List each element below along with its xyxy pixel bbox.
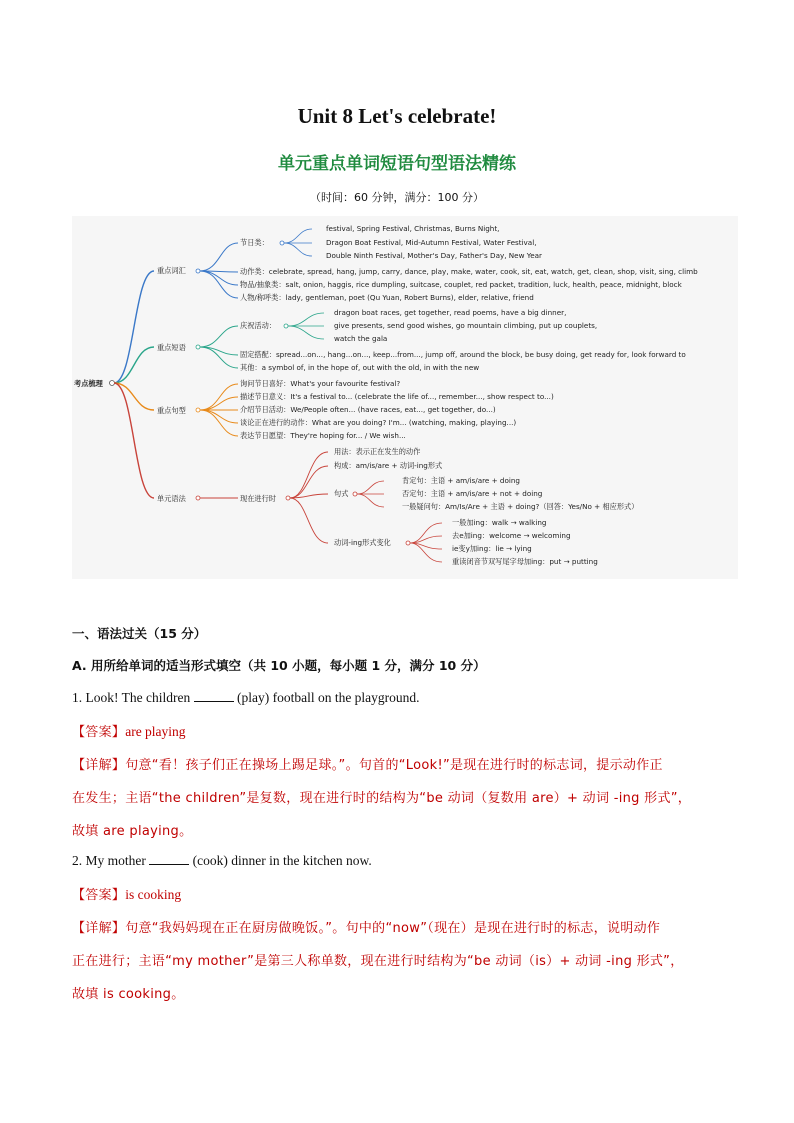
detail-1-line-1 — [72, 754, 663, 773]
sentence-2: 描述节日意义：It's a festival to... (celebrate the life of..., remember..., show respect to...) — [240, 392, 554, 401]
grammar-usage: 用法：表示正在发生的动作 — [334, 447, 421, 456]
ing-rule-3: ie变y加ing：lie → lying — [452, 544, 532, 553]
sentence-5: 表达节日愿望：They're hoping for... / We wish... — [240, 431, 406, 440]
question-2-blank — [149, 852, 189, 865]
branch-grammar: 单元语法 — [157, 494, 186, 503]
detail-1-tag: 【详解】 — [72, 758, 126, 773]
vocab-people: 人物/称呼类：lady, gentleman, poet (Qu Yuan, Robert Burns), elder, relative, friend — [240, 293, 534, 302]
vocab-objects: 物品/抽象类：salt, onion, haggis, rice dumpling, suitcase, couplet, red packet, tradition, luck, health, peace, midnight, block — [240, 280, 682, 289]
sentence-1: 询问节日喜好：What's your favourite festival? — [240, 379, 401, 388]
answer-2-tag: 【答案】 — [72, 888, 126, 903]
part-a-instructions: A. 用所给单词的适当形式填空（共 10 小题，每小题 1 分，满分 10 分） — [72, 658, 486, 673]
ing-rule-2: 去e加ing：welcome → welcoming — [452, 531, 571, 540]
grammar-form: 构成：am/is/are + 动词-ing形式 — [334, 461, 443, 470]
phrase-celebration-line-2: give presents, send good wishes, go mountain climbing, put up couplets, — [334, 321, 598, 330]
question-2-rest: (cook) dinner in the kitchen now. — [192, 853, 372, 868]
mind-map — [72, 216, 738, 579]
sentence-3: 介绍节日活动：We/People often... (have races, eat..., get together, do...) — [240, 405, 496, 414]
branch-phrases: 重点短语 — [157, 343, 186, 352]
question-1-blank — [194, 689, 234, 702]
detail-2-line-1 — [72, 917, 660, 936]
question-2-stem: 2. My mother — [72, 853, 146, 868]
grammar-tense: 现在进行时 — [240, 494, 276, 503]
detail-1-text-1: 句意“看！孩子们正在操场上踢足球。”。句首的“Look!”是现在进行时的标志词，提示动作正 — [125, 758, 663, 773]
answer-2 — [72, 884, 181, 903]
grammar-affirmative: 肯定句：主语 + am/is/are + doing — [402, 476, 520, 485]
grammar-negative: 否定句：主语 + am/is/are + not + doing — [402, 489, 543, 498]
detail-1-line-3: 故填 are playing。 — [72, 824, 193, 839]
vocab-festival-line-3: Double Ninth Festival, Mother's Day, Father's Day, New Year — [326, 251, 542, 260]
vocab-festival-label: 节日类： — [240, 238, 269, 247]
branch-sentences: 重点句型 — [157, 406, 186, 415]
answer-2-text: is cooking — [125, 887, 182, 902]
question-1 — [72, 689, 420, 706]
vocab-action: 动作类：celebrate, spread, hang, jump, carry, dance, play, make, water, cook, sit, eat, watch, get, clean, shop, visit, sing, climb — [240, 267, 698, 276]
vocab-festival-line-1: festival, Spring Festival, Christmas, Burns Night, — [326, 224, 500, 233]
page-subtitle: 单元重点单词短语句型语法精练 — [278, 154, 516, 174]
ing-rule-4: 重读闭音节双写尾字母加ing：put → putting — [452, 557, 598, 566]
answer-1 — [72, 721, 186, 740]
phrase-fixed: 固定搭配：spread...on..., hang...on..., keep...from..., jump off, around the block, be busy doing, get ready for, look forward to — [240, 350, 686, 359]
sentence-4: 谈论正在进行的动作：What are you doing? I'm... (watching, making, playing...) — [240, 418, 517, 427]
question-1-stem: 1. Look! The children — [72, 690, 191, 705]
branch-vocab: 重点词汇 — [157, 266, 186, 275]
phrase-celebration-label: 庆祝活动： — [240, 321, 276, 330]
grammar-ing-label: 动词-ing形式变化 — [334, 538, 391, 547]
grammar-question: 一般疑问句：Am/Is/Are + 主语 + doing?（回答：Yes/No + 相应形式） — [402, 502, 639, 511]
question-1-rest: (play) football on the playground. — [236, 690, 420, 705]
section-heading: 一、语法过关（15 分） — [72, 626, 207, 641]
phrase-other: 其他：a symbol of, in the hope of, out with the old, in with the new — [240, 363, 480, 372]
detail-2-line-2: 正在进行；主语“my mother”是第三人称单数，现在进行时结构为“be 动词（is）+ 动词 -ing 形式”， — [72, 954, 684, 969]
ing-rule-1: 一般加ing：walk → walking — [452, 518, 547, 527]
detail-2-text-1: 句意“我妈妈现在正在厨房做晚饭。”。句中的“now”（现在）是现在进行时的标志，说明动作 — [125, 921, 661, 936]
phrase-celebration-line-3: watch the gala — [334, 334, 388, 343]
mindmap-root: 考点梳理 — [74, 379, 103, 388]
detail-2-line-3: 故填 is cooking。 — [72, 987, 185, 1002]
grammar-sentence-label: 句式 — [334, 489, 349, 498]
detail-1-line-2: 在发生；主语“the children”是复数，现在进行时的结构为“be 动词（复数用 are）+ 动词 -ing 形式”， — [72, 791, 692, 806]
answer-1-text: are playing — [125, 724, 186, 739]
page-title: Unit 8 Let's celebrate! — [297, 104, 497, 128]
question-2 — [72, 852, 372, 869]
detail-2-tag: 【详解】 — [72, 921, 126, 936]
vocab-festival-line-2: Dragon Boat Festival, Mid-Autumn Festival, Water Festival, — [326, 238, 537, 247]
answer-1-tag: 【答案】 — [72, 725, 126, 740]
time-info: （时间：60 分钟，满分：100 分） — [310, 191, 484, 204]
phrase-celebration-line-1: dragon boat races, get together, read poems, have a big dinner, — [334, 308, 567, 317]
